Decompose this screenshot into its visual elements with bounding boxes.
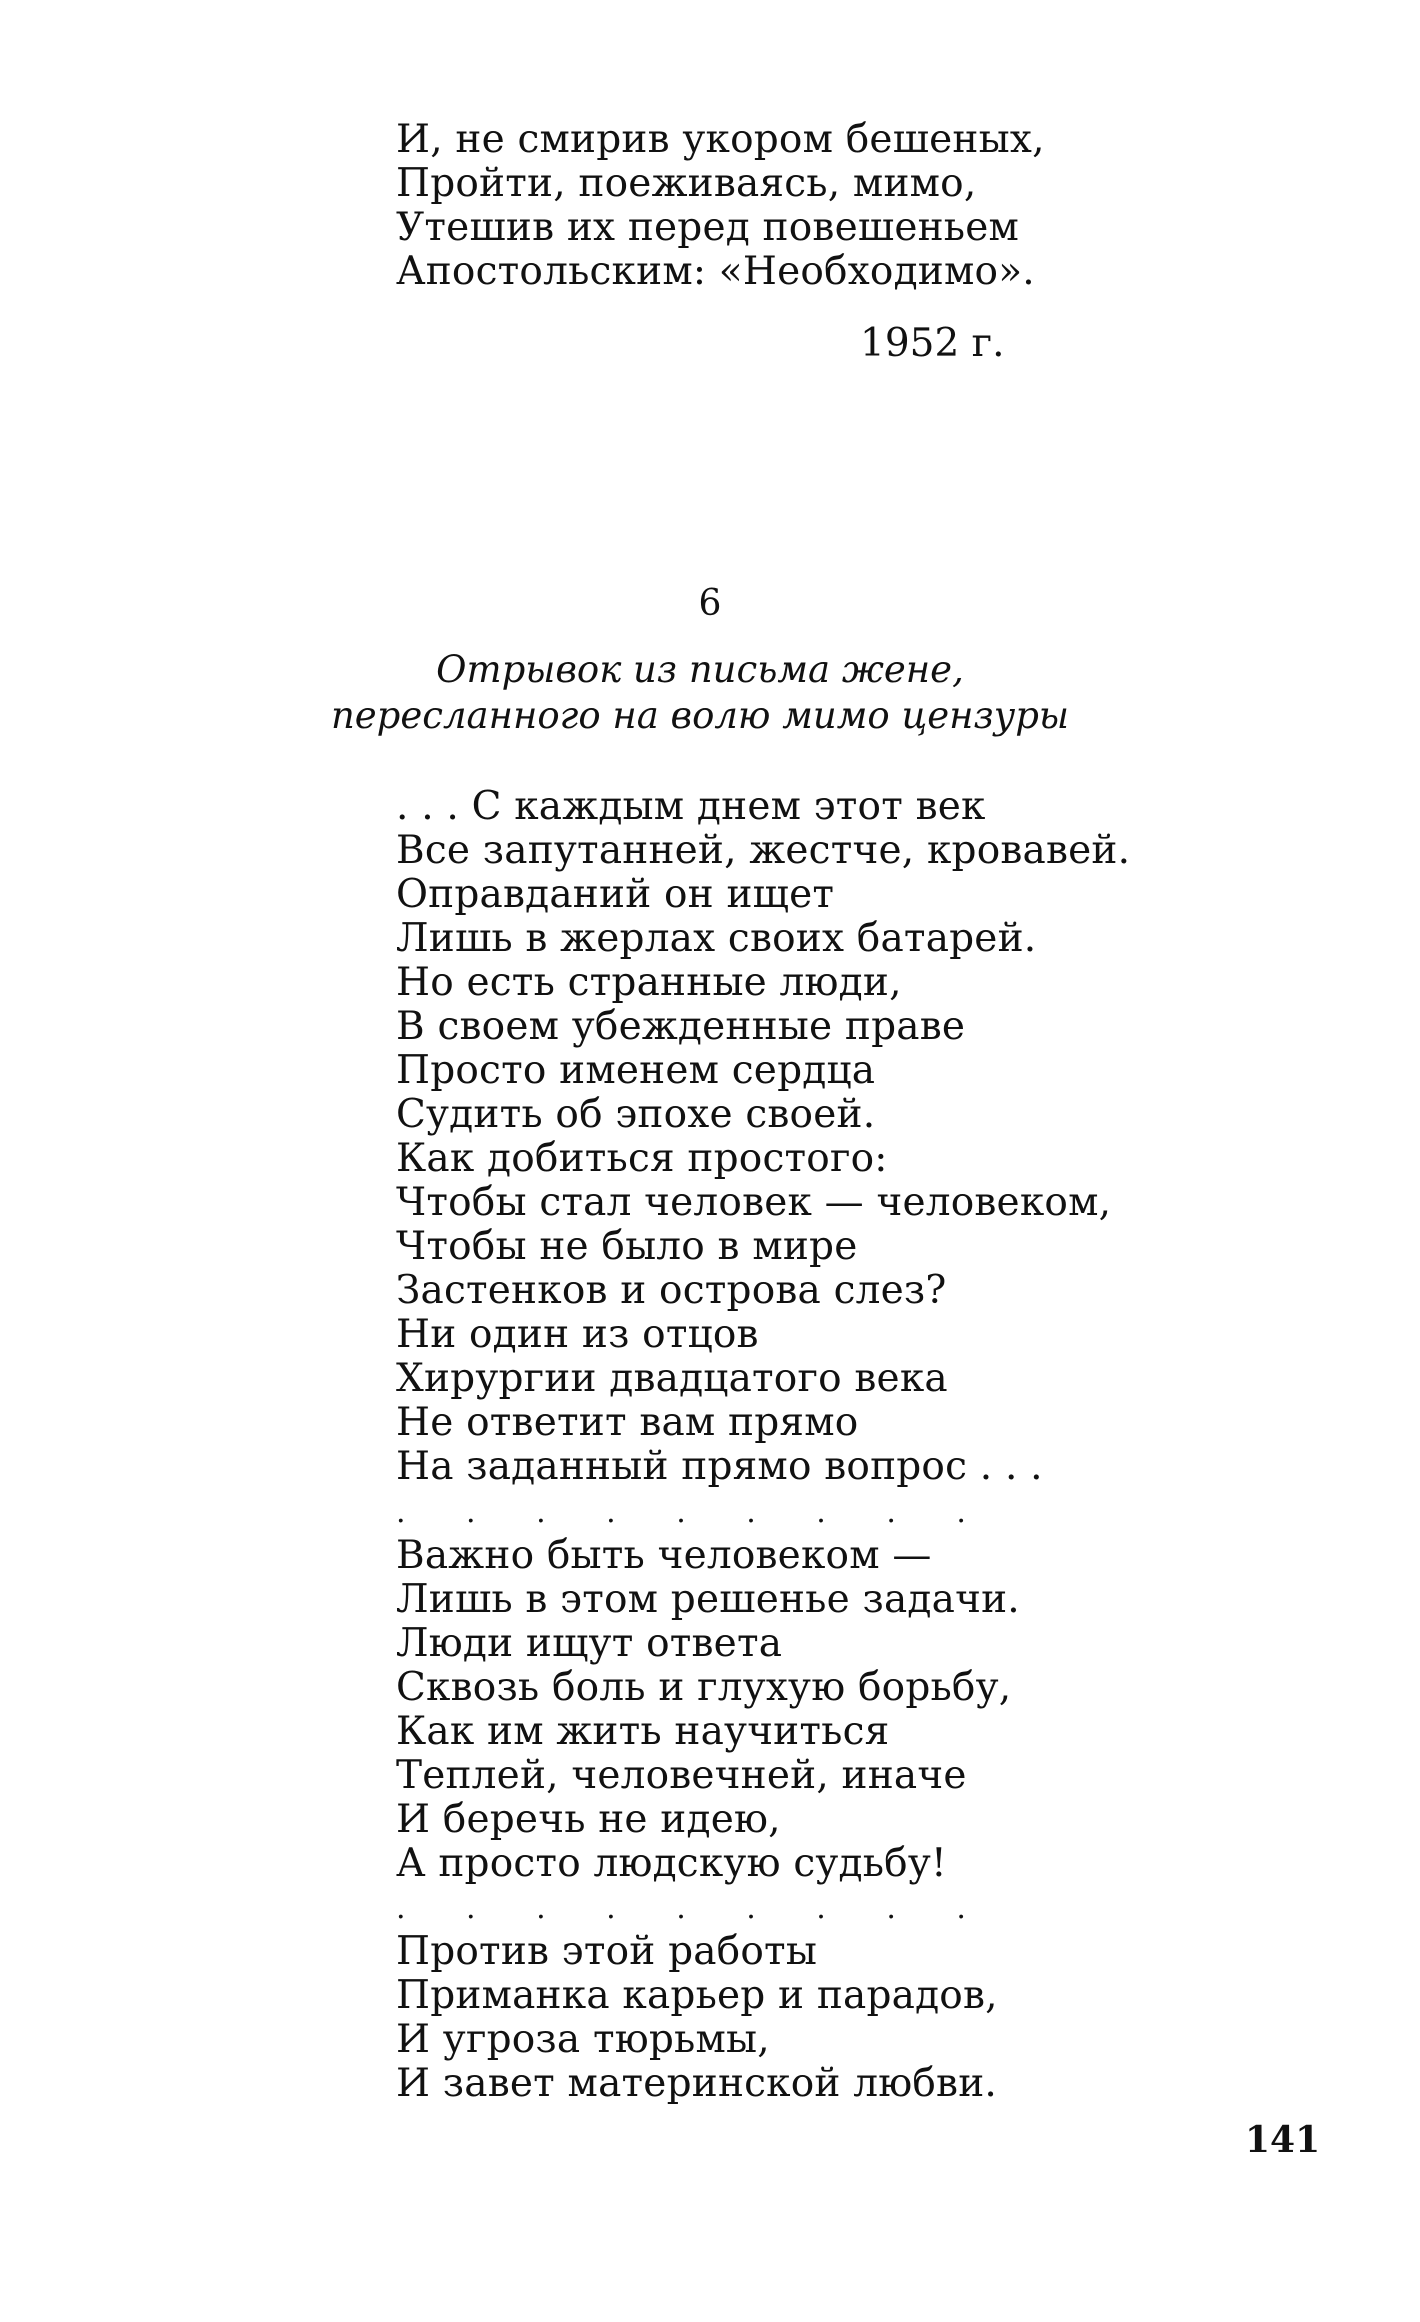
poem-line: Хирургии двадцатого века <box>396 1356 948 1401</box>
poem-line: Важно быть человеком — <box>396 1533 932 1578</box>
poem-line: Просто именем сердца <box>396 1048 876 1093</box>
poem-line: Судить об эпохе своей. <box>396 1092 876 1137</box>
poem-line: Застенков и острова слез? <box>396 1268 947 1313</box>
poem-line: Против этой работы <box>396 1929 818 1974</box>
poem-line: Пройти, поеживаясь, мимо, <box>396 161 977 206</box>
poem-line: Люди ищут ответа <box>396 1621 783 1666</box>
poem-line: Лишь в этом решенье задачи. <box>396 1577 1020 1622</box>
poem-line: Не ответит вам прямо <box>396 1400 859 1445</box>
poem-line: Как добиться простого: <box>396 1136 888 1181</box>
poem-line: Чтобы не было в мире <box>396 1224 858 1269</box>
section-subtitle-line-2: пересланного на волю мимо цензуры <box>330 694 1070 737</box>
poem-line: Ни один из отцов <box>396 1312 759 1357</box>
poem-line: И завет материнской любви. <box>396 2061 997 2106</box>
page-number: 141 <box>1245 2119 1321 2161</box>
poem-line: Оправданий он ищет <box>396 872 835 917</box>
poem-line: Чтобы стал человек — человеком, <box>396 1180 1112 1225</box>
poem-line: Сквозь боль и глухую борьбу, <box>396 1665 1012 1710</box>
poem-line: И беречь не идею, <box>396 1797 781 1842</box>
section-number: 6 <box>698 583 722 624</box>
poem-line: Приманка карьер и парадов, <box>396 1973 998 2018</box>
poem-date: 1952 г. <box>860 321 1005 366</box>
poem-line: В своем убежденные праве <box>396 1004 966 1049</box>
ellipsis-separator: . . . . . . . . . <box>396 1891 966 1926</box>
ellipsis-separator: . . . . . . . . . <box>396 1495 966 1530</box>
poem-line: . . . С каждым днем этот век <box>396 784 986 829</box>
section-subtitle-line-1: Отрывок из письма жене, <box>436 648 964 691</box>
poem-line: Утешив их перед повешеньем <box>396 205 1020 250</box>
poem-line: Теплей, человечней, иначе <box>396 1753 967 1798</box>
poem-line: Все запутанней, жестче, кровавей. <box>396 828 1131 873</box>
poem-line: И угроза тюрьмы, <box>396 2017 770 2062</box>
poem-line: Лишь в жерлах своих батарей. <box>396 916 1037 961</box>
poem-line: Как им жить научиться <box>396 1709 890 1754</box>
poem-line: А просто людскую судьбу! <box>396 1841 947 1886</box>
poem-line: Апостольским: «Необходимо». <box>396 249 1035 294</box>
poem-line: И, не смирив укором бешеных, <box>396 117 1045 162</box>
poem-line: На заданный прямо вопрос . . . <box>396 1444 1043 1489</box>
poem-line: Но есть странные люди, <box>396 960 902 1005</box>
